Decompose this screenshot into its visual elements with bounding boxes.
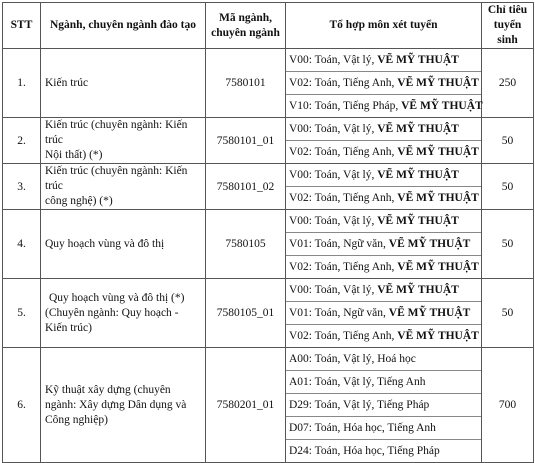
- combo-line: [286, 95, 481, 117]
- combo-line: [286, 49, 481, 72]
- combo-art-subject: VẼ MỸ THUẬT: [377, 284, 459, 296]
- major-line: Quy hoạch vùng và đô thị: [45, 237, 165, 250]
- major-cell: [41, 210, 206, 279]
- code-cell: 7580105: [206, 210, 286, 279]
- major-line: (Chuyên ngành: Quy hoạch -: [45, 306, 179, 319]
- major-line: Kiến trúc (chuyên ngành: Kiến trúc: [45, 165, 188, 192]
- combo-line: [286, 279, 481, 302]
- combo-art-subject: VẼ MỸ THUẬT: [377, 169, 459, 181]
- header-quota-line2: tuyển sinh: [493, 19, 522, 46]
- quota-cell: 50: [482, 210, 534, 279]
- combo-line: [286, 164, 481, 187]
- major-cell: [41, 118, 206, 164]
- combo-line: [286, 371, 481, 394]
- header-stt: STT: [3, 3, 41, 49]
- combo-art-subject: VẼ MỸ THUẬT: [401, 100, 483, 112]
- combo-line: [286, 210, 481, 233]
- major-line: công nghệ) (*): [45, 195, 113, 207]
- major-line: Kiến trúc: [45, 76, 89, 89]
- combo-subjects: V00: Toán, Vật lý,: [289, 54, 378, 66]
- combo-line: [286, 187, 481, 209]
- combo-art-subject: VẼ MỸ THUẬT: [388, 307, 471, 319]
- combo-subjects: V02: Toán, Tiếng Anh,: [289, 261, 398, 273]
- major-line: Kỹ thuật xây dựng (chuyên: [45, 383, 171, 396]
- table-row: [3, 279, 534, 348]
- table-row: [3, 164, 534, 210]
- quota-cell: 50: [482, 164, 534, 210]
- major-line: Quy hoạch vùng và đô thị (*): [49, 291, 185, 304]
- combo-line: [286, 141, 481, 163]
- table-row: [3, 210, 534, 279]
- combo-subjects: V02: Toán, Tiếng Anh,: [289, 146, 398, 158]
- major-cell: [41, 279, 206, 348]
- stt-cell: 6.: [3, 348, 41, 463]
- admission-table: [2, 2, 534, 463]
- header-combo: Tổ hợp môn xét tuyển: [286, 3, 482, 49]
- quota-cell: 50: [482, 118, 534, 164]
- combo-subjects: V01: Toán, Ngữ văn,: [289, 307, 389, 319]
- major-line: Kiến trúc): [45, 321, 92, 334]
- header-major: Ngành, chuyên ngành đào tạo: [41, 3, 206, 49]
- combo-line: [286, 72, 481, 95]
- combo-subjects: V00: Toán, Vật lý,: [289, 284, 378, 296]
- table-row: [3, 348, 534, 463]
- stt-cell: 2.: [3, 118, 41, 164]
- major-cell: [41, 49, 206, 118]
- header-code-line2: chuyên ngành: [211, 26, 280, 39]
- combo-art-subject: VẼ MỸ THUẬT: [397, 192, 479, 204]
- combo-subjects: V01: Toán, Ngữ văn,: [289, 238, 389, 250]
- combo-subjects: V02: Toán, Tiếng Anh,: [289, 77, 398, 89]
- header-row: [3, 3, 534, 49]
- combo-line: [286, 325, 481, 347]
- code-cell: 7580105_01: [206, 279, 286, 348]
- combo-subjects: V00: Toán, Vật lý,: [289, 123, 378, 135]
- combo-cell: [286, 348, 482, 463]
- combo-art-subject: VẼ MỸ THUẬT: [377, 123, 459, 135]
- combo-subjects: V02: Toán, Tiếng Anh,: [289, 330, 398, 342]
- quota-cell: 250: [482, 49, 534, 118]
- combo-art-subject: VẼ MỸ THUẬT: [397, 261, 479, 273]
- combo-subjects: V10: Toán, Tiếng Pháp,: [289, 100, 402, 112]
- combo-subjects: A00: Toán, Vật lý, Hoá học: [289, 353, 416, 365]
- combo-art-subject: VẼ MỸ THUẬT: [397, 77, 479, 89]
- combo-cell: [286, 118, 482, 164]
- stt-cell: 1.: [3, 49, 41, 118]
- stt-cell: 4.: [3, 210, 41, 279]
- combo-subjects: V00: Toán, Vật lý,: [289, 215, 378, 227]
- major-cell: [41, 348, 206, 463]
- combo-cell: [286, 49, 482, 118]
- stt-cell: 3.: [3, 164, 41, 210]
- combo-art-subject: VẼ MỸ THUẬT: [397, 146, 479, 158]
- combo-art-subject: VẼ MỸ THUẬT: [397, 330, 479, 342]
- combo-art-subject: VẼ MỸ THUẬT: [388, 238, 471, 250]
- quota-cell: 700: [482, 348, 534, 463]
- combo-line: [286, 256, 481, 278]
- table-row: [3, 118, 534, 164]
- header-quota-line1: Chỉ tiêu: [487, 4, 528, 16]
- quota-cell: 50: [482, 279, 534, 348]
- stt-cell: 5.: [3, 279, 41, 348]
- code-cell: 7580101_01: [206, 118, 286, 164]
- combo-cell: [286, 279, 482, 348]
- code-cell: 7580101_02: [206, 164, 286, 210]
- header-code-line1: Mã ngành,: [218, 11, 273, 24]
- combo-line: [286, 440, 481, 462]
- combo-subjects: D07: Toán, Hóa học, Tiếng Anh: [289, 422, 436, 434]
- combo-cell: [286, 210, 482, 279]
- combo-line: [286, 417, 481, 440]
- combo-line: [286, 302, 481, 325]
- combo-subjects: V02: Toán, Tiếng Anh,: [289, 192, 398, 204]
- combo-art-subject: VẼ MỸ THUẬT: [377, 215, 459, 227]
- combo-line: [286, 118, 481, 141]
- major-line: Nội thất) (*): [45, 149, 103, 161]
- table-row: [3, 49, 534, 118]
- combo-line: [286, 233, 481, 256]
- combo-art-subject: VẼ MỸ THUẬT: [377, 54, 459, 66]
- code-cell: 7580201_01: [206, 348, 286, 463]
- combo-subjects: V00: Toán, Vật lý,: [289, 169, 378, 181]
- combo-line: [286, 348, 481, 371]
- combo-subjects: D29: Toán, Vật lý, Tiếng Pháp: [289, 399, 430, 411]
- major-cell: [41, 164, 206, 210]
- major-line: Công nghiệp): [45, 413, 108, 426]
- code-cell: 7580101: [206, 49, 286, 118]
- header-quota: [482, 3, 534, 49]
- combo-subjects: D24: Toán, Hóa học, Tiếng Pháp: [289, 445, 440, 457]
- table-body: [3, 49, 534, 463]
- combo-line: [286, 394, 481, 417]
- combo-subjects: A01: Toán, Vật lý, Tiếng Anh: [289, 376, 426, 388]
- major-line: ngành: Xây dựng Dân dụng và: [45, 398, 187, 411]
- header-code: [206, 3, 286, 49]
- combo-cell: [286, 164, 482, 210]
- major-line: Kiến trúc (chuyên ngành: Kiến trúc: [45, 119, 188, 146]
